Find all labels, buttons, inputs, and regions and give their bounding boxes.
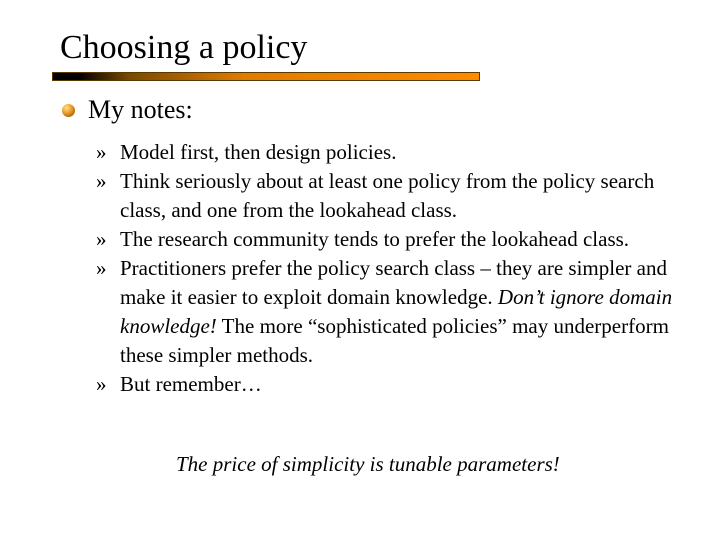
- chevron-bullet-icon: »: [96, 372, 107, 396]
- chevron-bullet-icon: »: [96, 227, 107, 251]
- chevron-bullet-icon: »: [96, 256, 107, 280]
- note-text: Think seriously about at least one policy from the policy search class, and one from the lookahead class.: [120, 169, 655, 222]
- bullet-ball-icon: [62, 104, 75, 117]
- list-item: [96, 167, 696, 225]
- note-text: Model first, then design policies.: [120, 140, 397, 164]
- note-text-continued: The more “sophisticated policies” may underperform these simpler methods.: [120, 314, 669, 367]
- note-text: Practitioners prefer the policy search class – they are simpler and make it easier to exploit domain knowledge.: [120, 256, 667, 309]
- notes-heading: My notes:: [88, 95, 193, 124]
- chevron-bullet-icon: »: [96, 140, 107, 164]
- closing-statement: The price of simplicity is tunable parameters!: [176, 452, 560, 476]
- list-item: [96, 370, 696, 399]
- notes-list: [96, 138, 696, 399]
- note-text: The research community tends to prefer the lookahead class.: [120, 227, 630, 251]
- slide-title: Choosing a policy: [60, 29, 308, 66]
- note-emphasis: Don’t ignore domain knowledge!: [120, 285, 673, 338]
- title-underline-bar: [52, 72, 480, 81]
- list-item: [96, 225, 696, 254]
- list-item: [96, 254, 696, 370]
- list-item: [96, 138, 696, 167]
- chevron-bullet-icon: »: [96, 169, 107, 193]
- note-text: But remember…: [120, 372, 262, 396]
